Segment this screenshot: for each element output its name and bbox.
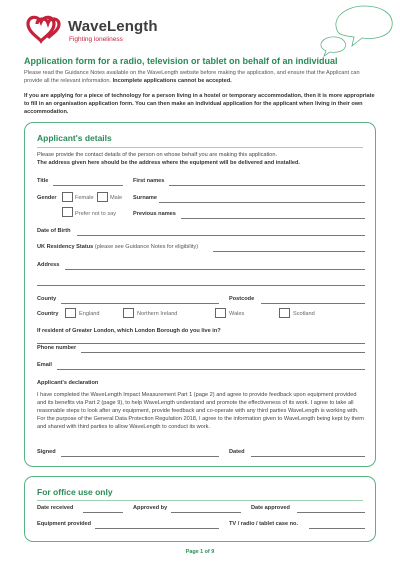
country-wales-label: Wales (229, 311, 245, 317)
country-wales-checkbox[interactable] (215, 308, 226, 318)
office-use-section (24, 476, 376, 542)
address-field-line-2[interactable] (37, 285, 365, 286)
heart-wave-icon (24, 14, 62, 44)
surname-field[interactable] (159, 202, 365, 203)
brand-name: WaveLength (68, 18, 158, 35)
country-england-label: England (79, 311, 100, 317)
dated-field[interactable] (251, 456, 365, 457)
phone-field[interactable] (81, 352, 365, 353)
tv-case-field[interactable] (309, 528, 365, 529)
address-field-line-1[interactable] (65, 269, 365, 270)
applicant-instructions: Please provide the contact details of the person on whose behalf you are making this application. (37, 152, 278, 158)
gender-prefer-not-label: Prefer not to say (75, 211, 117, 217)
uk-residency-field[interactable] (213, 251, 365, 252)
approved-by-field[interactable] (171, 512, 241, 513)
date-approved-field[interactable] (297, 512, 365, 513)
first-names-label: First names (133, 178, 165, 184)
intro-text: Please read the Guidance Notes available on the WaveLength website before making the application, and ensure that the Applicant can provide all the relevant information. (24, 70, 360, 84)
email-label: Email (37, 362, 52, 368)
uk-residency-label (37, 244, 198, 250)
title-label: Title (37, 178, 49, 184)
address-label: Address (37, 262, 60, 268)
gender-male-label: Male (110, 195, 123, 201)
phone-label: Phone number (37, 345, 77, 351)
country-scotland-checkbox[interactable] (279, 308, 290, 318)
applicant-instructions-bold: The address given here should be the address where the equipment will be delivered and installed. (37, 160, 300, 166)
country-scotland-label: Scotland (293, 311, 315, 317)
hostel-note: If you are applying for a piece of technology for a person living in a hostel or temporary accommodation, then it is more appropriate to fill in an organisation application form. You can then make an individual application for the applicant when living in their own accommodation. (24, 93, 375, 115)
uk-residency-label-text: UK Residency Status (37, 244, 94, 250)
gender-female-checkbox[interactable] (62, 192, 73, 202)
gender-female-label: Female (75, 195, 94, 201)
approved-by-label: Approved by (133, 505, 168, 511)
email-field[interactable] (57, 369, 365, 370)
wavelength-logo (24, 14, 174, 48)
previous-names-label: Previous names (133, 211, 176, 217)
applicant-details-section (24, 122, 376, 467)
country-label: Country (37, 311, 59, 317)
date-received-field[interactable] (83, 512, 123, 513)
date-approved-label: Date approved (251, 505, 290, 511)
equipment-provided-field[interactable] (95, 528, 219, 529)
first-names-field[interactable] (169, 185, 365, 186)
dated-label: Dated (229, 449, 245, 455)
dob-field[interactable] (77, 235, 365, 236)
country-northern-ireland-checkbox[interactable] (123, 308, 134, 318)
signature-field[interactable] (61, 456, 219, 457)
date-received-label: Date received (37, 505, 74, 511)
london-borough-field[interactable] (37, 343, 365, 344)
dob-label: Date of Birth (37, 228, 71, 234)
applicant-details-heading: Applicant's details (37, 133, 112, 143)
declaration-text: I have completed the WaveLength Impact Measurement Part 1 (page 2) and agree to provide feedback upon equipment provided and its benefits via Part 2 (page 9), to help WaveLength understand and promote the effectiveness of its work. I agree to take all reasonable steps to look after any equipment, provide feedback and co-operate with any third parties WaveLength is working with. For the purpose of the General Data Protection Regulation 2018, I agree to the information given to WaveLength being kept by them and shared with third parties to allow WaveLength to conduct its work. (37, 392, 364, 430)
declaration-heading: Applicant's declaration (37, 380, 99, 386)
form-title: Application form for a radio, television or tablet on behalf of an individual (24, 56, 338, 66)
postcode-label: Postcode (229, 296, 255, 302)
country-england-checkbox[interactable] (65, 308, 76, 318)
gender-prefer-not-checkbox[interactable] (62, 207, 73, 217)
gender-label: Gender (37, 195, 57, 201)
london-borough-label: If resident of Greater London, which London Borough do you live in? (37, 328, 221, 334)
intro-bold-warning: Incomplete applications cannot be accepted. (112, 78, 232, 84)
title-field[interactable] (53, 185, 123, 186)
county-field[interactable] (61, 303, 219, 304)
previous-names-field[interactable] (181, 218, 365, 219)
uk-residency-note: (please see Guidance Notes for eligibility) (94, 244, 199, 250)
tv-case-label: TV / radio / tablet case no. (229, 521, 299, 527)
surname-label: Surname (133, 195, 157, 201)
country-northern-ireland-label: Northern Ireland (137, 311, 178, 317)
equipment-provided-label: Equipment provided (37, 521, 92, 527)
speech-bubbles-icon (318, 0, 400, 60)
postcode-field[interactable] (261, 303, 365, 304)
signed-label: Signed (37, 449, 56, 455)
office-use-heading: For office use only (37, 487, 113, 497)
gender-male-checkbox[interactable] (97, 192, 108, 202)
page-number: Page 1 of 9 (185, 549, 215, 555)
intro-paragraph (24, 69, 376, 85)
office-divider (37, 500, 363, 501)
brand-tagline: Fighting loneliness (69, 36, 123, 43)
section-divider (37, 147, 363, 148)
county-label: County (37, 296, 57, 302)
